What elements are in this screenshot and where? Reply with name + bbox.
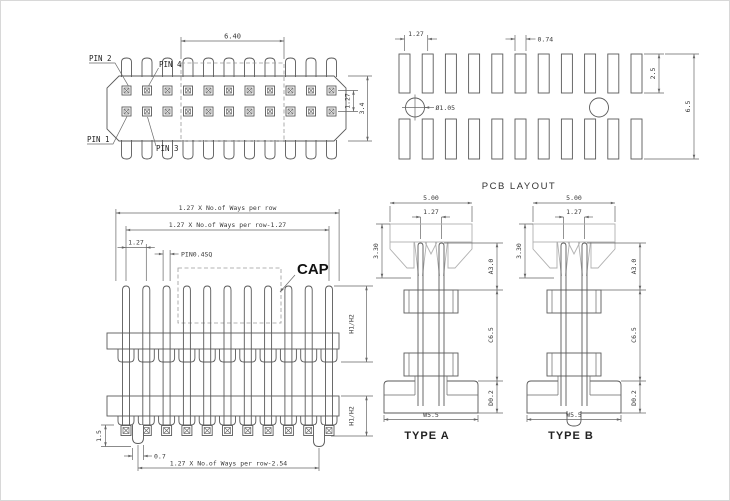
dim-label-h1h2-lower: H1/H2	[347, 406, 356, 426]
cap-dashed-outline	[178, 268, 281, 323]
dim-label-cap-height: 3.30	[515, 243, 523, 259]
dim-label-foot-width: W5.5	[566, 411, 582, 419]
dim-label-overall-height: 6.5	[684, 100, 692, 113]
pin4-label: PIN 4	[159, 60, 182, 69]
technical-drawing-canvas	[1, 1, 730, 501]
top-view	[87, 33, 372, 160]
type-b-title: TYPE B	[548, 430, 594, 442]
type-a-dim-labels	[372, 194, 495, 442]
pcb-hole-right	[590, 98, 609, 117]
dim-label-h1h2-upper: H1/H2	[347, 314, 356, 334]
dim-label-foot-width: W5.5	[423, 411, 439, 419]
dim-label-pin-length: A3.0	[630, 258, 638, 275]
dim-label-pad-height: 2.5	[649, 67, 657, 80]
dim-label-standoff: D0.2	[630, 390, 638, 406]
dim-label-pin-pitch: 1.27	[128, 238, 144, 247]
dim-label-cap-height: 3.30	[372, 243, 380, 259]
dim-label-body-width: 5.00	[423, 194, 439, 202]
pcb-layout-view	[395, 30, 699, 192]
dim-label-body-height: C6.5	[630, 327, 638, 343]
dim-label-pin-length: A3.0	[487, 258, 495, 275]
pin3-label: PIN 3	[156, 144, 179, 153]
top-view-pins	[122, 58, 337, 159]
dim-label-pad-width: 0.74	[537, 35, 554, 44]
pin1-label: PIN 1	[87, 135, 110, 144]
type-b-dim-labels	[515, 194, 638, 442]
dim-label-standoff: D0.2	[487, 390, 495, 406]
cap-label: CAP	[297, 261, 329, 278]
insulator-band-top	[107, 333, 339, 349]
dim-label-pad-pitch: 1.27	[408, 30, 424, 38]
type-a-view	[376, 203, 503, 422]
smt-solder-pads	[121, 426, 334, 436]
dim-label-body-height: 3.4	[358, 102, 366, 115]
locating-tab-right	[314, 425, 325, 447]
locating-tab-left	[133, 425, 144, 444]
pin2-label: PIN 2	[89, 54, 112, 63]
type-a-title: TYPE A	[404, 430, 450, 442]
dim-label-tab-offset: 0.7	[154, 452, 166, 461]
dim-label-pin-pitch: 1.27	[566, 208, 582, 216]
dim-label-centers-ways: 1.27 X No.of Ways per row-1.27	[168, 221, 287, 229]
insulator-band-bottom	[107, 396, 339, 416]
dim-label-body-height: C6.5	[487, 327, 495, 343]
dim-label-pin-pitch: 1.27	[423, 208, 439, 216]
dim-label-row-pitch: 1.27	[343, 93, 352, 109]
dim-label-span: 6.40	[224, 32, 241, 41]
dim-label-bottom-span: 1.27 X No.of Ways per row-2.54	[169, 459, 288, 468]
pin-square-label: PIN0.4SQ	[181, 250, 213, 259]
pcb-layout-title: PCB LAYOUT	[481, 181, 557, 192]
insulator-castellations	[118, 349, 337, 425]
dim-label-body-width: 5.00	[566, 194, 582, 202]
reference-zone-dashed-box	[181, 63, 284, 141]
type-b-view	[519, 203, 646, 426]
hole-diameter-label: Ø1.05	[435, 104, 456, 112]
top-view-contact-pads	[122, 86, 336, 116]
front-view	[95, 204, 373, 471]
dim-label-tail: 1.5	[95, 430, 103, 442]
dim-label-overall-ways: 1.27 X No.of Ways per row	[178, 204, 277, 212]
